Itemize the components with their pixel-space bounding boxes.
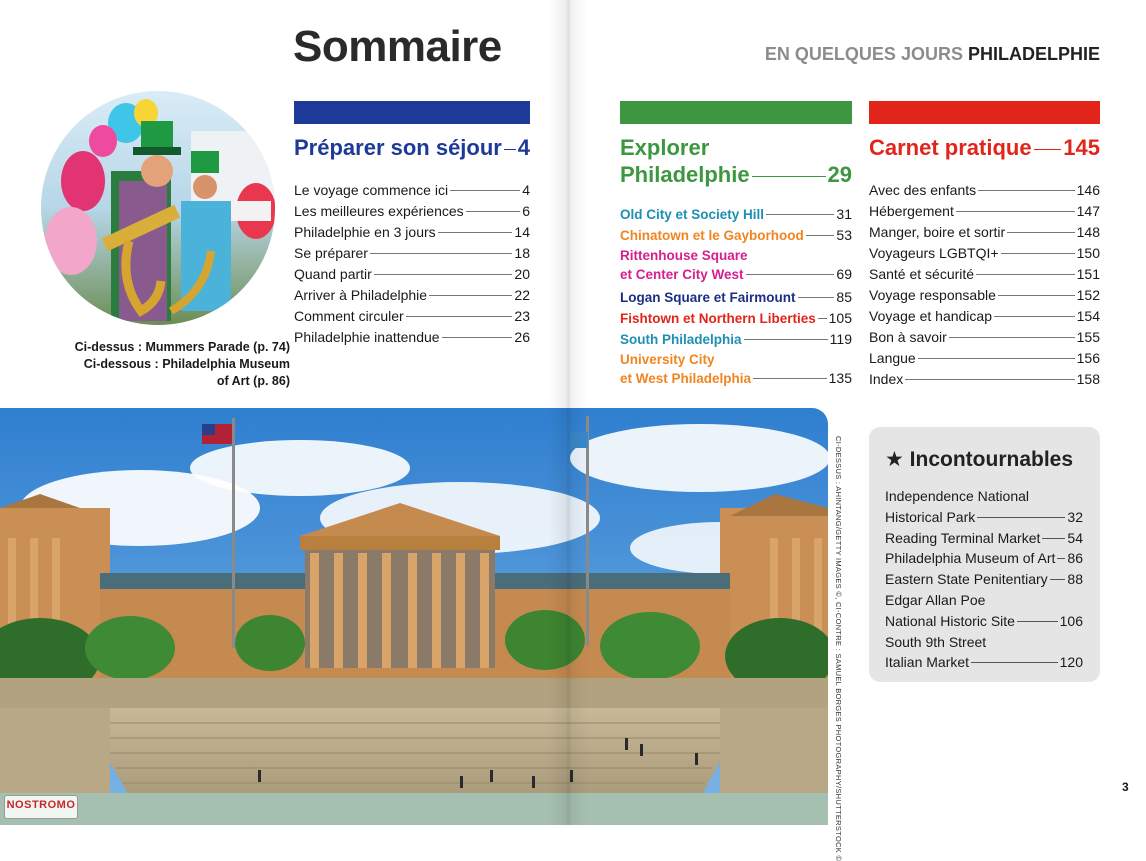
- highlight-item[interactable]: Philadelphia Museum of Art 86: [885, 550, 1083, 567]
- caption-line: Ci-dessus : Mummers Parade (p. 74): [74, 340, 290, 354]
- leader-line: [752, 176, 826, 177]
- toc-entry[interactable]: Se préparer 18: [294, 245, 530, 261]
- toc-entry[interactable]: Manger, boire et sortir 148: [869, 224, 1100, 240]
- toc-entry[interactable]: Logan Square et Fairmount 85: [620, 289, 852, 305]
- toc-entry[interactable]: Santé et sécurité 151: [869, 266, 1100, 282]
- section-color-bar: [869, 101, 1100, 124]
- toc-entry[interactable]: University City et West Philadelphia 135: [620, 352, 852, 386]
- section-color-bar: [620, 101, 852, 124]
- toc-entry[interactable]: Voyageurs LGBTQI+ 150: [869, 245, 1100, 261]
- museum-of-art-photo: [0, 408, 828, 825]
- section-title-line1: Explorer: [620, 135, 710, 160]
- section-preparer: [294, 101, 530, 348]
- toc-list: [869, 180, 1100, 390]
- section-page: 29: [827, 162, 852, 187]
- toc-entry[interactable]: Rittenhouse Square et Center City West 69: [620, 248, 852, 282]
- mummers-parade-photo: [41, 91, 275, 325]
- section-carnet: [869, 101, 1100, 390]
- toc-list: [620, 204, 852, 388]
- toc-entry[interactable]: Langue 156: [869, 350, 1100, 366]
- toc-entry[interactable]: Fishtown et Northern Liberties 105: [620, 310, 852, 326]
- toc-entry[interactable]: Chinatown et le Gayborhood 53: [620, 227, 852, 243]
- highlight-item[interactable]: South 9th Street Italian Market 120: [885, 633, 1083, 671]
- section-heading[interactable]: [869, 134, 1100, 161]
- incontournables-heading: ★ Incontournables: [885, 448, 1074, 471]
- section-page: 4: [517, 135, 530, 160]
- toc-entry[interactable]: Comment circuler 23: [294, 308, 530, 324]
- page-title: Sommaire: [293, 22, 502, 71]
- section-explorer: [620, 101, 852, 388]
- watermark-logo: NOSTROMO: [4, 795, 78, 819]
- leader-line: [504, 149, 516, 150]
- toc-entry[interactable]: Old City et Society Hill 31: [620, 206, 852, 222]
- toc-entry[interactable]: Quand partir 20: [294, 266, 530, 282]
- toc-entry[interactable]: Le voyage commence ici 4: [294, 182, 530, 198]
- section-heading[interactable]: [620, 134, 852, 188]
- caption-line: Ci-dessous : Philadelphia Museum: [83, 357, 290, 371]
- toc-entry[interactable]: Hébergement 147: [869, 203, 1100, 219]
- toc-list: [294, 180, 530, 348]
- photo-caption: [40, 339, 290, 390]
- toc-entry[interactable]: Avec des enfants 146: [869, 182, 1100, 198]
- section-title: Carnet pratique: [869, 135, 1032, 160]
- section-page: 145: [1063, 135, 1100, 160]
- highlight-item[interactable]: Reading Terminal Market 54: [885, 529, 1083, 546]
- highlight-item[interactable]: Independence National Historical Park 32: [885, 488, 1083, 525]
- photo-credit: CI-DESSUS : AHINTANG/GETTY IMAGES ©, CI-CONTRE : SAMUEL BORGES PHOTOGRAPHY/SHUTTERSTOCK ©: [834, 436, 843, 861]
- highlight-item[interactable]: Eastern State Penitentiary 88: [885, 571, 1083, 588]
- toc-entry[interactable]: Voyage responsable 152: [869, 287, 1100, 303]
- caption-line: of Art (p. 86): [216, 374, 290, 388]
- incontournables-box: [869, 427, 1100, 682]
- toc-entry[interactable]: Index 158: [869, 371, 1100, 387]
- highlight-item[interactable]: Edgar Allan Poe National Historic Site 106: [885, 591, 1083, 629]
- star-icon: ★: [885, 448, 904, 471]
- series-prefix: EN QUELQUES JOURS: [764, 44, 963, 64]
- series-destination: PHILADELPHIE: [967, 44, 1100, 64]
- book-series-title: [765, 44, 1100, 65]
- page-number: 3: [1122, 780, 1129, 794]
- section-heading[interactable]: [294, 134, 530, 161]
- toc-entry[interactable]: Les meilleures expériences 6: [294, 203, 530, 219]
- section-title-line2: Philadelphie: [620, 162, 750, 187]
- toc-entry[interactable]: Philadelphie inattendue 26: [294, 329, 530, 345]
- toc-entry[interactable]: Bon à savoir 155: [869, 329, 1100, 345]
- section-color-bar: [294, 101, 530, 124]
- toc-entry[interactable]: Arriver à Philadelphie 22: [294, 287, 530, 303]
- toc-entry[interactable]: Philadelphie en 3 jours 14: [294, 224, 530, 240]
- section-title: Préparer son séjour: [294, 135, 502, 160]
- toc-entry[interactable]: South Philadelphia 119: [620, 331, 852, 347]
- toc-entry[interactable]: Voyage et handicap 154: [869, 308, 1100, 324]
- incontournables-list: [885, 486, 1083, 673]
- leader-line: [1034, 149, 1062, 150]
